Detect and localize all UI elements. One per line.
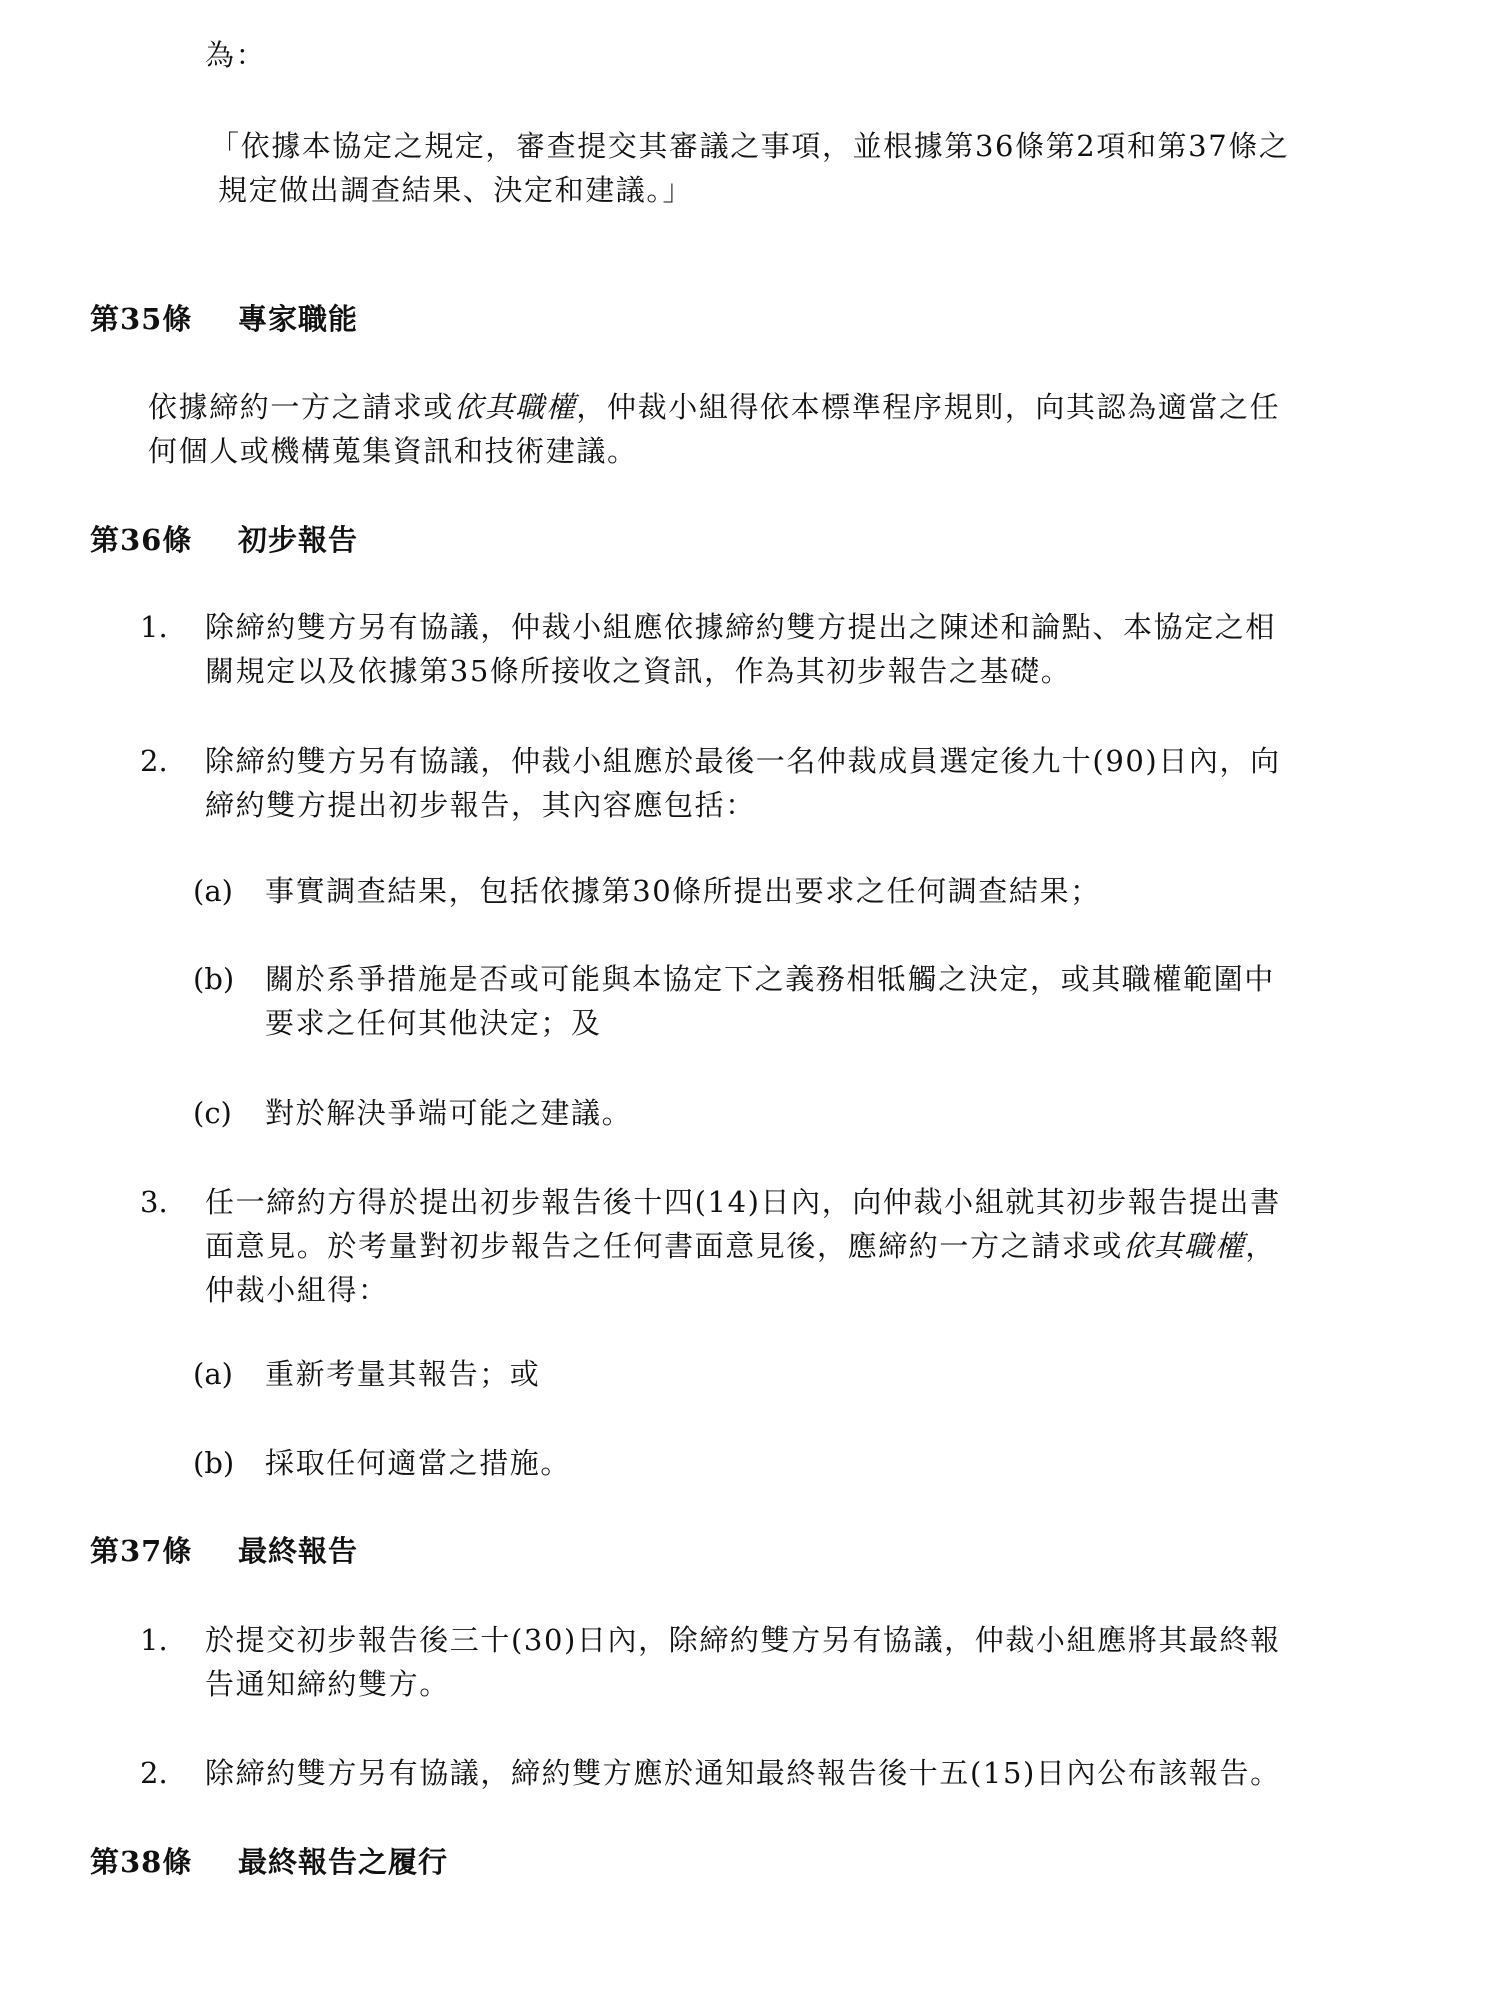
article-37-p1-line2: 告通知締約雙方。 — [205, 1667, 450, 1701]
article-35-line2: 何個人或機構蒐集資訊和技術建議。 — [148, 434, 638, 468]
article-36-p1-line1: 除締約雙方另有協議，仲裁小組應依據締約雙方提出之陳述和論點、本協定之相 — [205, 610, 1277, 644]
article-36-p3-line1: 任一締約方得於提出初步報告後十四(14)日內，向仲裁小組就其初步報告提出書 — [205, 1185, 1281, 1219]
article-36-p2-line2: 締約雙方提出初步報告，其內容應包括： — [205, 788, 756, 822]
article-36-p2-a-label: (a) — [193, 874, 233, 908]
article-37-p1-number: 1. — [140, 1623, 168, 1657]
article-36-p3-b-label: (b) — [193, 1446, 235, 1480]
article-36-p3-b-line1: 採取任何適當之措施。 — [265, 1446, 572, 1480]
article-36-p3-line2 — [205, 1224, 1276, 1268]
article-36-p2-line1: 除締約雙方另有協議，仲裁小組應於最後一名仲裁成員選定後九十(90)日內，向 — [205, 744, 1281, 778]
article-35-number: 第35條 — [90, 302, 193, 336]
article-37-p1-line1: 於提交初步報告後三十(30)日內，除締約雙方另有協議，仲裁小組應將其最終報 — [205, 1623, 1281, 1657]
article-36-p3-a-label: (a) — [193, 1357, 233, 1391]
article-36-p2-b-label: (b) — [193, 962, 235, 996]
intro-quote-line1: 「依據本協定之規定，審查提交其審議之事項，並根據第36條第2項和第37條之 — [210, 129, 1290, 163]
article-36-p2-c-label: (c) — [193, 1096, 232, 1130]
intro-quote-line2: 規定做出調查結果、決定和建議。」 — [218, 173, 694, 207]
article-36-p2-number: 2. — [140, 744, 168, 778]
article-37-p2-line1: 除締約雙方另有協議，締約雙方應於通知最終報告後十五(15)日內公布該報告。 — [205, 1756, 1281, 1790]
article-36-p1-number: 1. — [140, 610, 168, 644]
article-37-number: 第37條 — [90, 1534, 193, 1568]
article-36-p3-line2-post: ， — [1245, 1229, 1277, 1263]
article-36-p2-b-line1: 關於系爭措施是否或可能與本協定下之義務相牴觸之決定，或其職權範圍中 — [265, 962, 1275, 996]
article-36-p3-line3: 仲裁小組得： — [205, 1273, 389, 1307]
article-37-p2-number: 2. — [140, 1756, 168, 1790]
article-36-p3-a-line1: 重新考量其報告；或 — [265, 1357, 541, 1391]
article-37-title: 最終報告 — [238, 1534, 359, 1568]
article-36-p3-number: 3. — [140, 1185, 168, 1219]
article-35-line1-em: 依其職權 — [454, 390, 577, 424]
article-36-p1-line2: 關規定以及依據第35條所接收之資訊，作為其初步報告之基礎。 — [205, 654, 1072, 688]
article-35-line1-pre: 依據締約一方之請求或 — [148, 390, 455, 424]
article-36-p2-c-line1: 對於解決爭端可能之建議。 — [265, 1096, 633, 1130]
article-36-number: 第36條 — [90, 523, 193, 557]
intro-lead: 為： — [205, 38, 267, 72]
article-35-title: 專家職能 — [238, 302, 359, 336]
article-36-p3-line2-pre: 面意見。於考量對初步報告之任何書面意見後，應締約一方之請求或 — [205, 1229, 1124, 1263]
article-36-title: 初步報告 — [238, 523, 359, 557]
article-35-line1-post: ，仲裁小組得依本標準程序規則，向其認為適當之任 — [576, 390, 1281, 424]
article-38-number: 第38條 — [90, 1845, 193, 1879]
article-36-p2-a-line1: 事實調查結果，包括依據第30條所提出要求之任何調查結果； — [265, 874, 1101, 908]
article-36-p3-line2-em: 依其職權 — [1123, 1229, 1246, 1263]
article-38-title: 最終報告之履行 — [238, 1845, 449, 1879]
article-35-line1 — [148, 385, 1280, 429]
article-36-p2-b-line2: 要求之任何其他決定；及 — [265, 1006, 602, 1040]
